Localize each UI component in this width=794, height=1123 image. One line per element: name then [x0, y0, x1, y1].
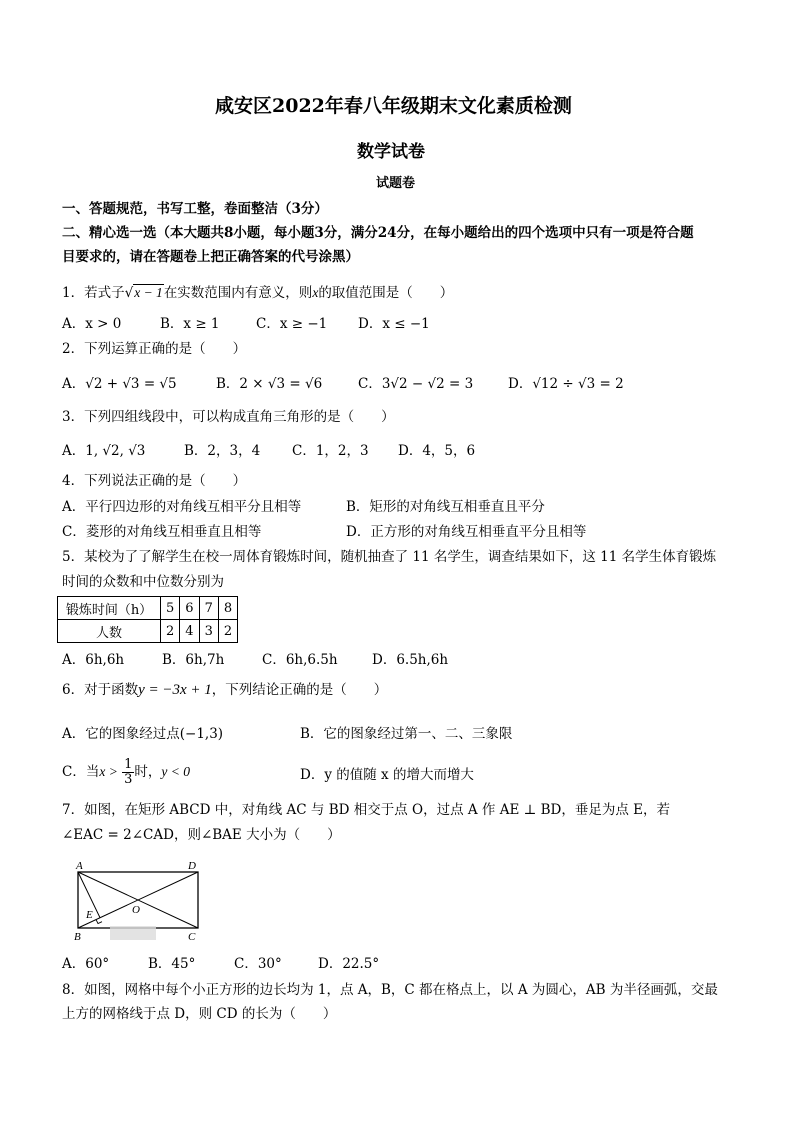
- table-cell: 6: [180, 597, 199, 620]
- part2-heading-line2: 目要求的，请在答题卷上把正确答案的代号涂黑）: [62, 249, 359, 265]
- page-title: 咸安区2022年春八年级期末文化素质检测: [215, 95, 572, 117]
- label-a: A: [76, 860, 83, 872]
- q2-option-c: C．3√2 − √2 = 3: [358, 376, 474, 392]
- q5-option-b: B．6h,7h: [162, 652, 225, 668]
- table-cell: 8: [218, 597, 237, 620]
- rectangle-figure: [70, 858, 210, 944]
- table-cell: 2: [161, 620, 180, 643]
- label-b: B: [74, 931, 81, 943]
- table-cell: 5: [161, 597, 180, 620]
- fraction: $\frac{1}{3}$: [124, 757, 133, 787]
- table-header-cell: 锻炼时间（h）: [58, 597, 161, 620]
- q7-option-a: A．60°: [62, 956, 110, 972]
- q3-option-b: B．2，3，4: [184, 443, 261, 459]
- q5-option-d: D．6.5h,6h: [372, 652, 449, 668]
- q5-option-a: A．6h,6h: [62, 652, 125, 668]
- q7-option-c: C．30°: [234, 956, 282, 972]
- question-7-stem-line2: ∠EAC = 2∠CAD，则∠BAE 大小为（ ）: [62, 827, 341, 843]
- table-header-cell: 人数: [58, 620, 161, 643]
- q7-option-d: D．22.5°: [318, 956, 380, 972]
- q3-option-d: D．4，5，6: [398, 443, 476, 459]
- question-4-stem: 4．下列说法正确的是（ ）: [62, 473, 247, 489]
- blurred-watermark: [110, 926, 156, 940]
- q3-option-c: C．1，2，3: [292, 443, 369, 459]
- question-5-stem-line1: 5．某校为了了解学生在校一周体育锻炼时间，随机抽查了 11 名学生，调查结果如下，这 11 名学生体育锻炼: [62, 549, 717, 565]
- part2-heading-line1: 二、精心选一选（本大题共8小题，每小题3分，满分24分，在每小题给出的四个选项中只有一项是符合题: [62, 225, 694, 241]
- q6-option-b: B．它的图象经过第一、二、三象限: [300, 726, 513, 742]
- question-1-stem: 1．若式子√x − 1在实数范围内有意义，则x的取值范围是（ ）: [62, 285, 454, 301]
- table-cell: 2: [218, 620, 237, 643]
- table-cell: 7: [199, 597, 218, 620]
- q6-option-d: D．y 的值随 x 的增大而增大: [300, 767, 474, 783]
- question-8-stem-line2: 上方的网格线于点 D，则 CD 的长为（ ）: [62, 1006, 337, 1022]
- q1-option-a: A．x > 0: [62, 316, 122, 332]
- q4-option-c: C．菱形的对角线互相垂直且相等: [62, 524, 262, 540]
- part1-heading: 一、答题规范，书写工整，卷面整洁（3分）: [62, 201, 328, 217]
- label-e: E: [86, 909, 93, 921]
- q1-option-d: D．x ≤ −1: [358, 316, 430, 332]
- question-8-stem-line1: 8．如图，网格中每个小正方形的边长均为 1，点 A，B，C 都在格点上，以 A 为圆心，AB 为半径画弧，交最: [62, 982, 718, 998]
- table-cell: 3: [199, 620, 218, 643]
- question-2-stem: 2．下列运算正确的是（ ）: [62, 341, 247, 357]
- q5-data-table: [57, 596, 238, 643]
- q6-option-a: A．它的图象经过点(−1,3): [62, 726, 224, 742]
- table-row: [58, 620, 238, 643]
- q7-option-b: B．45°: [148, 956, 196, 972]
- q3-option-a: A．1, √2, √3: [62, 443, 146, 459]
- question-5-stem-line2: 时间的众数和中位数分别为: [62, 574, 224, 590]
- q5-option-c: C．6h,6.5h: [262, 652, 338, 668]
- table-cell: 4: [180, 620, 199, 643]
- paper-subtitle: 数学试卷: [357, 142, 425, 162]
- q1-option-b: B．x ≥ 1: [160, 316, 220, 332]
- q6-option-c: C．当x > $\frac{1}{3}$ 时，y < 0: [62, 757, 191, 787]
- q4-option-d: D．正方形的对角线互相垂直平分且相等: [346, 524, 587, 540]
- question-3-stem: 3．下列四组线段中，可以构成直角三角形的是（ ）: [62, 409, 395, 425]
- question-7-stem-line1: 7．如图，在矩形 ABCD 中，对角线 AC 与 BD 相交于点 O，过点 A 作 AE ⊥ BD，垂足为点 E，若: [62, 802, 670, 818]
- label-o: O: [132, 904, 140, 916]
- table-row: [58, 597, 238, 620]
- label-c: C: [188, 931, 196, 943]
- right-angle-mark: [96, 920, 102, 924]
- q1-option-c: C．x ≥ −1: [256, 316, 328, 332]
- q4-option-a: A．平行四边形的对角线互相平分且相等: [62, 499, 302, 515]
- q2-option-d: D．√12 ÷ √3 = 2: [508, 376, 624, 392]
- label-d: D: [188, 860, 196, 872]
- q2-option-a: A．√2 + √3 = √5: [62, 376, 177, 392]
- section-label: 试题卷: [376, 176, 416, 191]
- q2-option-b: B．2 × √3 = √6: [216, 376, 323, 392]
- q4-option-b: B．矩形的对角线互相垂直且平分: [346, 499, 545, 515]
- question-6-stem: 6．对于函数y = −3x + 1，下列结论正确的是（ ）: [62, 682, 388, 698]
